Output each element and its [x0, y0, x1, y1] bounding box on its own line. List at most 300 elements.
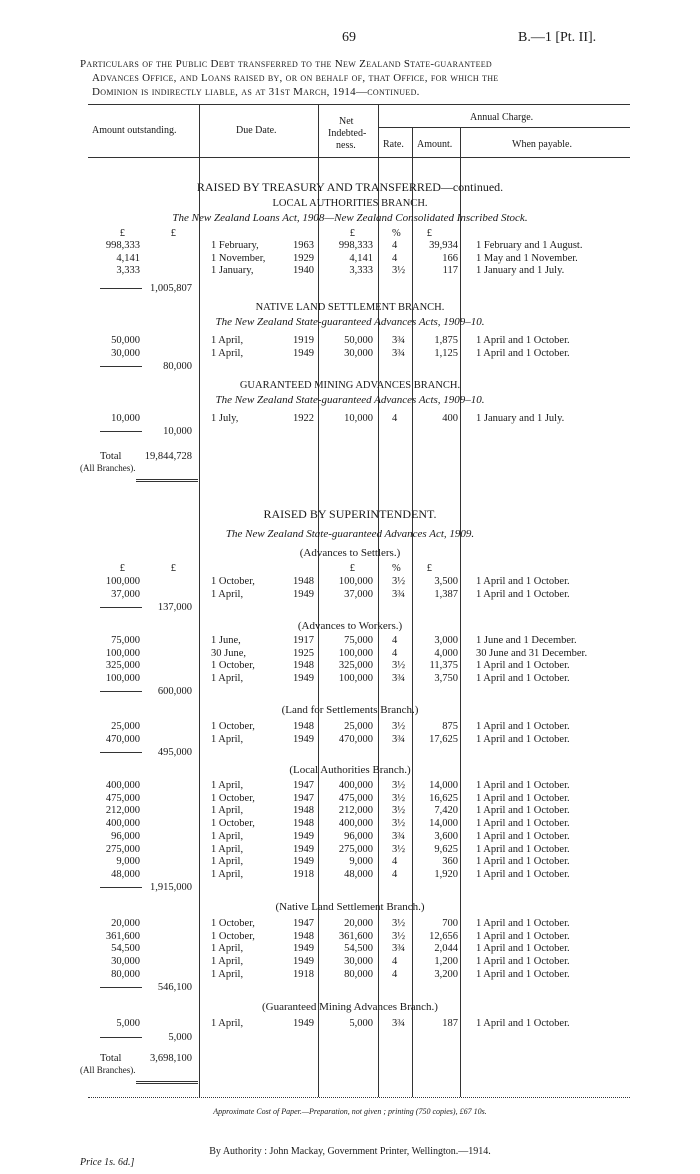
subtotal-dash: [100, 691, 142, 692]
annual-charge-amount: 11,375: [429, 660, 458, 672]
interest-rate: 3½: [392, 721, 406, 732]
when-payable: 1 April and 1 October.: [476, 673, 570, 685]
due-date-day-month: 1 April,: [211, 956, 244, 968]
table-row: [0, 968, 700, 981]
due-date-day-month: 30 June,: [211, 647, 246, 659]
net-indebtedness: 9,000: [349, 856, 373, 868]
table-row: [0, 252, 700, 265]
table-row: [0, 659, 700, 672]
annual-charge-amount: 360: [442, 856, 458, 868]
interest-rate: 3½: [392, 805, 406, 817]
amount-outstanding: 10,000: [111, 413, 140, 424]
section2-total-label: Total: [100, 1053, 122, 1064]
annual-charge-amount: 14,000: [429, 818, 458, 830]
branch-heading: (Advances to Settlers.): [299, 547, 401, 559]
subtotal-value: 137,000: [157, 602, 192, 613]
due-date-year: 1949: [293, 673, 314, 685]
amount-outstanding: 325,000: [105, 660, 140, 672]
col-divider-4: [412, 127, 413, 157]
when-payable: 1 April and 1 October.: [476, 780, 570, 791]
interest-rate: 3½: [392, 660, 406, 672]
due-date-year: 1948: [293, 721, 314, 732]
due-date-year: 1963: [293, 240, 314, 251]
net-indebtedness: 50,000: [344, 335, 373, 346]
due-date-year: 1949: [293, 1018, 314, 1029]
section1-total-note: (All Branches).: [80, 463, 136, 473]
header-due-date: Due Date.: [236, 125, 277, 136]
table-row: [0, 779, 700, 792]
header-when-payable: When payable.: [512, 139, 572, 150]
net-indebtedness: 80,000: [344, 968, 373, 980]
net-indebtedness: 470,000: [338, 733, 373, 745]
amount-outstanding: 400,000: [105, 818, 140, 830]
col-divider-2: [318, 104, 319, 157]
when-payable: 1 April and 1 October.: [476, 588, 570, 600]
net-indebtedness: 54,500: [344, 943, 373, 955]
title-line-2: Advances Office, and Loans raised by, or on behalf of, that Office, for which the: [92, 72, 499, 84]
subtotal-dash: [100, 288, 142, 289]
when-payable: 1 April and 1 October.: [476, 968, 570, 980]
when-payable: 1 June and 1 December.: [476, 635, 577, 646]
net-indebtedness: 10,000: [344, 413, 373, 424]
due-date-day-month: 1 April,: [211, 856, 244, 868]
interest-rate: 4: [392, 856, 398, 868]
page-number: 69: [342, 30, 356, 45]
table-row: [0, 917, 700, 930]
subtotal-row: [0, 601, 700, 614]
due-date-day-month: 1 April,: [211, 1018, 244, 1029]
subtotal-value: 546,100: [157, 982, 192, 993]
amount-outstanding: 50,000: [111, 335, 140, 346]
annual-charge-amount: 1,387: [434, 588, 458, 600]
when-payable: 1 January and 1 July.: [476, 265, 565, 276]
amount-outstanding: 475,000: [105, 792, 140, 804]
table-row: [0, 942, 700, 955]
annual-charge-amount: 3,750: [434, 673, 458, 685]
section-title-superintendent: RAISED BY SUPERINTENDENT.: [263, 507, 437, 521]
table-row: [0, 412, 700, 425]
interest-rate: 3¾: [392, 588, 406, 600]
table-row: [0, 575, 700, 588]
section2-total-double-rule: [136, 1081, 198, 1084]
header-net-indebtedness-2: Indebted-: [328, 128, 367, 139]
interest-rate: 4: [392, 240, 398, 251]
when-payable: 1 April and 1 October.: [476, 792, 570, 804]
when-payable: 1 April and 1 October.: [476, 943, 570, 955]
interest-rate: 3½: [392, 780, 406, 791]
section1-total-label: Total: [100, 451, 122, 462]
table-row: [0, 792, 700, 805]
when-payable: 1 April and 1 October.: [476, 347, 570, 359]
interest-rate: 3¾: [392, 830, 406, 842]
net-indebtedness: 100,000: [338, 673, 373, 685]
printer-authority: By Authority : John Mackay, Government Printer, Wellington.—1914.: [209, 1146, 491, 1157]
table-row: [0, 868, 700, 881]
interest-rate: 4: [392, 647, 398, 659]
when-payable: 1 April and 1 October.: [476, 930, 570, 942]
subtotal-dash: [100, 752, 142, 753]
when-payable: 1 April and 1 October.: [476, 956, 570, 968]
due-date-year: 1940: [293, 265, 314, 276]
section1-total-double-rule: [136, 479, 198, 482]
due-date-year: 1948: [293, 576, 314, 587]
subtotal-row: [0, 685, 700, 698]
amount-outstanding: 361,600: [105, 930, 140, 942]
when-payable: 1 May and 1 November.: [476, 252, 578, 264]
due-date-year: 1948: [293, 805, 314, 817]
annual-charge-amount: 3,000: [434, 635, 458, 646]
interest-rate: 3¾: [392, 1018, 406, 1029]
subtotal-dash: [100, 431, 142, 432]
net-indebtedness: 998,333: [338, 240, 373, 251]
when-payable: 1 January and 1 July.: [476, 413, 565, 424]
section2-total-value: 3,698,100: [150, 1053, 192, 1064]
unit-net: £: [349, 563, 355, 574]
annual-charge-amount: 3,200: [434, 968, 458, 980]
interest-rate: 3½: [392, 792, 406, 804]
net-indebtedness: 3,333: [349, 265, 373, 276]
interest-rate: 3¾: [392, 347, 406, 359]
when-payable: 30 June and 31 December.: [476, 647, 588, 659]
due-date-day-month: 1 April,: [211, 780, 244, 791]
interest-rate: 4: [392, 956, 398, 968]
net-indebtedness: 5,000: [349, 1018, 373, 1029]
due-date-year: 1949: [293, 856, 314, 868]
branch-heading: GUARANTEED MINING ADVANCES BRANCH.: [239, 380, 461, 391]
header-annual-charge: Annual Charge.: [470, 112, 534, 123]
due-date-day-month: 1 October,: [211, 576, 255, 587]
amount-outstanding: 80,000: [111, 968, 140, 980]
when-payable: 1 April and 1 October.: [476, 868, 570, 880]
amount-outstanding: 212,000: [105, 805, 140, 817]
net-indebtedness: 25,000: [344, 721, 373, 732]
due-date-day-month: 1 January,: [211, 265, 254, 276]
subtotal-row: [0, 981, 700, 994]
amount-outstanding: 470,000: [105, 733, 140, 745]
branch-heading: (Guaranteed Mining Advances Branch.): [262, 1001, 438, 1013]
amount-outstanding: 100,000: [105, 576, 140, 587]
net-indebtedness: 48,000: [344, 868, 373, 880]
due-date-day-month: 1 October,: [211, 660, 255, 672]
annual-charge-amount: 1,125: [434, 347, 458, 359]
section1-total-value: 19,844,728: [144, 451, 192, 462]
when-payable: 1 April and 1 October.: [476, 733, 570, 745]
subtotal-row: [0, 282, 700, 295]
paper-cost-note: Approximate Cost of Paper.—Preparation, not given ; printing (750 copies), £67 10s.: [213, 1107, 487, 1116]
due-date-day-month: 1 October,: [211, 930, 255, 942]
due-date-day-month: 1 July,: [211, 413, 239, 424]
due-date-day-month: 1 October,: [211, 792, 255, 804]
when-payable: 1 April and 1 October.: [476, 660, 570, 672]
branch-heading: (Native Land Settlement Branch.): [275, 901, 425, 913]
table-bottom-rule: [88, 1097, 630, 1098]
table-row: [0, 347, 700, 360]
header-net-indebtedness-1: Net: [339, 116, 354, 127]
annual-charge-amount: 187: [442, 1018, 458, 1029]
header-amount: Amount.: [417, 139, 453, 150]
due-date-year: 1918: [293, 868, 314, 880]
subtotal-value: 495,000: [157, 747, 192, 758]
currency-units-row: [0, 562, 700, 575]
interest-rate: 4: [392, 413, 398, 424]
when-payable: 1 April and 1 October.: [476, 918, 570, 929]
interest-rate: 3½: [392, 918, 406, 929]
section2-total-note: (All Branches).: [80, 1065, 136, 1075]
due-date-year: 1948: [293, 660, 314, 672]
net-indebtedness: 400,000: [338, 780, 373, 791]
annual-charge-amount: 16,625: [429, 792, 458, 804]
header-amount-outstanding: Amount outstanding.: [92, 125, 177, 136]
due-date-year: 1947: [293, 780, 314, 791]
interest-rate: 4: [392, 252, 398, 264]
subtotal-dash: [100, 987, 142, 988]
due-date-day-month: 1 April,: [211, 673, 244, 685]
due-date-day-month: 1 April,: [211, 335, 244, 346]
table-row: [0, 733, 700, 746]
branch-heading: (Land for Settlements Branch.): [281, 704, 419, 716]
table-row: [0, 264, 700, 277]
due-date-day-month: 1 October,: [211, 918, 255, 929]
subtotal-row: [0, 360, 700, 373]
due-date-year: 1929: [293, 252, 314, 264]
annual-charge-amount: 3,500: [434, 576, 458, 587]
amount-outstanding: 9,000: [116, 856, 140, 868]
annual-charge-amount: 117: [442, 265, 458, 276]
net-indebtedness: 100,000: [338, 647, 373, 659]
header-net-indebtedness-3: ness.: [336, 140, 356, 151]
due-date-day-month: 1 October,: [211, 818, 255, 830]
interest-rate: 3¾: [392, 335, 406, 346]
due-date-year: 1918: [293, 968, 314, 980]
when-payable: 1 April and 1 October.: [476, 335, 570, 346]
table-row: [0, 955, 700, 968]
amount-outstanding: 100,000: [105, 673, 140, 685]
due-date-year: 1949: [293, 347, 314, 359]
table-row: [0, 672, 700, 685]
net-indebtedness: 325,000: [338, 660, 373, 672]
subtotal-row: [0, 746, 700, 759]
title-line-1: Particulars of the Public Debt transferred to the New Zealand State-guaranteed: [80, 58, 493, 70]
due-date-year: 1949: [293, 956, 314, 968]
subtotal-dash: [100, 366, 142, 367]
annual-charge-rule: [378, 127, 630, 128]
subtotal-value: 1,005,807: [150, 283, 192, 294]
due-date-year: 1949: [293, 943, 314, 955]
subtotal-row: [0, 881, 700, 894]
col-divider-5: [460, 127, 461, 157]
due-date-year: 1947: [293, 792, 314, 804]
header-rate: Rate.: [383, 139, 404, 150]
subtotal-value: 5,000: [168, 1032, 192, 1043]
branch-heading: LOCAL AUTHORITIES BRANCH.: [272, 198, 428, 209]
when-payable: 1 February and 1 August.: [476, 240, 583, 251]
document-reference: B.—1 [Pt. II].: [518, 30, 597, 45]
unit-charge: £: [426, 563, 432, 574]
interest-rate: 4: [392, 968, 398, 980]
title-line-3: Dominion is indirectly liable, as at 31st March, 1914—continued.: [92, 86, 420, 98]
col-divider-3: [378, 104, 379, 157]
annual-charge-amount: 875: [442, 721, 458, 732]
amount-outstanding: 4,141: [116, 252, 140, 264]
annual-charge-amount: 2,044: [434, 943, 458, 955]
due-date-year: 1949: [293, 733, 314, 745]
interest-rate: 3½: [392, 818, 406, 830]
annual-charge-amount: 1,920: [434, 868, 458, 880]
annual-charge-amount: 14,000: [429, 780, 458, 791]
table-row: [0, 817, 700, 830]
unit-rate: %: [392, 563, 401, 574]
section-title-treasury: RAISED BY TREASURY AND TRANSFERRED—continued.: [196, 180, 504, 194]
table-row: [0, 830, 700, 843]
net-indebtedness: 30,000: [344, 347, 373, 359]
unit-rate: %: [392, 228, 401, 239]
due-date-day-month: 1 April,: [211, 588, 244, 600]
amount-outstanding: 25,000: [111, 721, 140, 732]
when-payable: 1 April and 1 October.: [476, 830, 570, 842]
amount-outstanding: 275,000: [105, 843, 140, 855]
due-date-year: 1922: [293, 413, 314, 424]
amount-outstanding: 75,000: [111, 635, 140, 646]
header-top-rule: [88, 104, 630, 105]
due-date-day-month: 1 April,: [211, 868, 244, 880]
due-date-day-month: 1 April,: [211, 968, 244, 980]
amount-outstanding: 37,000: [111, 588, 140, 600]
table-row: [0, 720, 700, 733]
due-date-year: 1919: [293, 335, 314, 346]
due-date-year: 1948: [293, 818, 314, 830]
act-title-superintendent: The New Zealand State-guaranteed Advances Act, 1909.: [225, 528, 475, 540]
net-indebtedness: 75,000: [344, 635, 373, 646]
table-row: [0, 334, 700, 347]
price-note: Price 1s. 6d.]: [80, 1157, 135, 1168]
due-date-day-month: 1 April,: [211, 843, 244, 855]
due-date-year: 1949: [293, 588, 314, 600]
interest-rate: 3½: [392, 265, 406, 276]
amount-outstanding: 5,000: [116, 1018, 140, 1029]
due-date-year: 1925: [293, 647, 314, 659]
annual-charge-amount: 39,934: [429, 240, 458, 251]
subtotal-value: 1,915,000: [150, 882, 192, 893]
due-date-day-month: 1 April,: [211, 943, 244, 955]
due-date-day-month: 1 November,: [211, 252, 266, 264]
amount-outstanding: 48,000: [111, 868, 140, 880]
net-indebtedness: 4,141: [349, 252, 373, 264]
unit-amount: £: [119, 228, 125, 239]
subtotal-value: 10,000: [163, 426, 192, 437]
annual-charge-amount: 700: [442, 918, 458, 929]
when-payable: 1 April and 1 October.: [476, 843, 570, 855]
act-title: The New Zealand State-guaranteed Advances Acts, 1909–10.: [215, 394, 485, 406]
branch-heading: (Local Authorities Branch.): [289, 764, 411, 776]
unit-subtotal: £: [170, 563, 176, 574]
annual-charge-amount: 1,200: [434, 956, 458, 968]
subtotal-dash: [100, 607, 142, 608]
amount-outstanding: 400,000: [105, 780, 140, 791]
subtotal-row: [0, 425, 700, 438]
net-indebtedness: 275,000: [338, 843, 373, 855]
due-date-year: 1949: [293, 843, 314, 855]
annual-charge-amount: 400: [442, 413, 458, 424]
due-date-year: 1917: [293, 635, 314, 646]
annual-charge-amount: 1,875: [434, 335, 458, 346]
branch-heading: NATIVE LAND SETTLEMENT BRANCH.: [255, 302, 445, 313]
due-date-day-month: 1 April,: [211, 733, 244, 745]
act-title: The New Zealand Loans Act, 1908—New Zealand Consolidated Inscribed Stock.: [172, 212, 528, 224]
due-date-day-month: 1 October,: [211, 721, 255, 732]
when-payable: 1 April and 1 October.: [476, 576, 570, 587]
due-date-day-month: 1 February,: [211, 240, 259, 251]
amount-outstanding: 3,333: [116, 265, 140, 276]
subtotal-dash: [100, 887, 142, 888]
table-row: [0, 930, 700, 943]
amount-outstanding: 100,000: [105, 647, 140, 659]
net-indebtedness: 100,000: [338, 576, 373, 587]
table-row: [0, 804, 700, 817]
net-indebtedness: 20,000: [344, 918, 373, 929]
amount-outstanding: 20,000: [111, 918, 140, 929]
interest-rate: 3¾: [392, 733, 406, 745]
net-indebtedness: 361,600: [338, 930, 373, 942]
interest-rate: 3¾: [392, 673, 406, 685]
net-indebtedness: 37,000: [344, 588, 373, 600]
net-indebtedness: 475,000: [338, 792, 373, 804]
amount-outstanding: 54,500: [111, 943, 140, 955]
when-payable: 1 April and 1 October.: [476, 721, 570, 732]
when-payable: 1 April and 1 October.: [476, 856, 570, 868]
branch-heading: (Advances to Workers.): [297, 620, 403, 632]
amount-outstanding: 30,000: [111, 347, 140, 359]
due-date-year: 1949: [293, 830, 314, 842]
table-row: [0, 1017, 700, 1030]
annual-charge-amount: 166: [442, 252, 458, 264]
act-title: The New Zealand State-guaranteed Advances Acts, 1909–10.: [215, 316, 485, 328]
interest-rate: 3½: [392, 930, 406, 942]
subtotal-dash: [100, 1037, 142, 1038]
annual-charge-amount: 9,625: [434, 843, 458, 855]
annual-charge-amount: 3,600: [434, 830, 458, 842]
table-row: [0, 647, 700, 660]
header-bottom-rule: [88, 157, 630, 158]
table-row: [0, 588, 700, 601]
interest-rate: 4: [392, 868, 398, 880]
due-date-year: 1948: [293, 930, 314, 942]
due-date-day-month: 1 April,: [211, 805, 244, 817]
col-divider-1: [199, 104, 200, 157]
due-date-day-month: 1 June,: [211, 635, 241, 646]
amount-outstanding: 998,333: [105, 240, 140, 251]
table-row: [0, 239, 700, 252]
interest-rate: 4: [392, 635, 398, 646]
due-date-year: 1947: [293, 918, 314, 929]
annual-charge-amount: 12,656: [429, 930, 458, 942]
annual-charge-amount: 7,420: [434, 805, 458, 817]
net-indebtedness: 400,000: [338, 818, 373, 830]
due-date-day-month: 1 April,: [211, 347, 244, 359]
amount-outstanding: 96,000: [111, 830, 140, 842]
unit-charge: £: [426, 228, 432, 239]
net-indebtedness: 96,000: [344, 830, 373, 842]
when-payable: 1 April and 1 October.: [476, 1018, 570, 1029]
table-row: [0, 855, 700, 868]
interest-rate: 3½: [392, 576, 406, 587]
subtotal-value: 80,000: [163, 361, 192, 372]
table-row: [0, 634, 700, 647]
when-payable: 1 April and 1 October.: [476, 818, 570, 830]
table-row: [0, 843, 700, 856]
annual-charge-amount: 4,000: [434, 647, 458, 659]
annual-charge-amount: 17,625: [429, 733, 458, 745]
unit-amount: £: [119, 563, 125, 574]
